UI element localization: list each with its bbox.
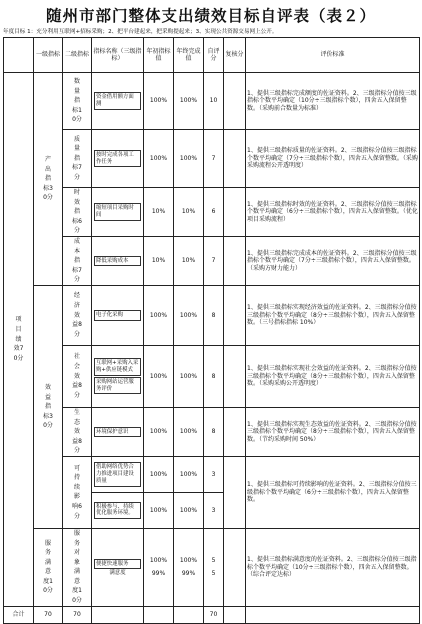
indicator-name: 采购网站运营服务评价: [94, 377, 141, 395]
header-row: [4, 38, 420, 73]
table-row: 积极参与、持续优化服务环境。 100% 100% 3: [4, 492, 420, 528]
indicator-name: 降低采购成本: [94, 256, 141, 267]
indicator-name: 借助网络优势合力推进项目建设质量: [94, 462, 141, 486]
criteria-text: 1、提供三级指标满意度的佐证资料。2、三级指标分值按三级指标个数平均确定（10分÷三级指标个数），四舍五入保留整数。（综合评定达标）: [246, 528, 420, 606]
level2-economic: 经济效益8分: [63, 285, 92, 345]
year-targets: 年度目标 1：充分利用互联网+招标采购；2、把平台建起来，把采购提起来；3、实现公共资源交易网上公开。: [3, 29, 278, 35]
group-effect: 效益指标30分: [34, 285, 63, 528]
criteria-text: 1、提供三级指标实现社会效益的佐证资料。2、三级指标分值按三级指标个数平均确定（8分÷三级指标个数），四舍五入保留整数。（采购采购公开透明度）: [246, 345, 420, 407]
criteria-text: 1、提供三级指标实现生态效益的佐证资料。2、三级指标分值按三级指标个数平均确定（8分÷三级指标个数），四舍五入保留整数。（节约采购时间 50%）: [246, 407, 420, 456]
header-level2: 二级指标: [63, 38, 92, 73]
table-row: 时效指标6分 缩短项目采购时间 10% 10% 6 1、提供三级指标时效的佐证资料。2、三级指标分值按三级指标个数平均确定（6分÷三级指标个数），四舍五入保留整数。（优化项目采购流程）: [4, 188, 420, 237]
header-completed-value: 年终完成值: [174, 38, 204, 73]
evaluation-table: [3, 37, 420, 624]
criteria-text: 1、提供三级指标完成成本的佐证资料。2、三级指标分值按三级指标个数平均确定（7分÷三级指标个数），四舍五入保留整数。（采购方财力能力）: [246, 236, 420, 285]
indicator-name: 按时完成各项工作任务: [94, 150, 141, 168]
table-row: 项目绩效70分 产出指标30分 数量指标10分 资金借用额方面测 100% 100% 10 1、提供三级指标完成额度的佐证资料。2、三级指标分值按三级指标个数平均确定（10分÷三级指标个数），四舍五入保留整数。（采购前合数量为标准）: [4, 73, 420, 130]
criteria-text: 1、提供三级指标时效的佐证资料。2、三级指标分值按三级指标个数平均确定（6分÷三级指标个数），四舍五入保留整数。（优化项目采购流程）: [246, 188, 420, 237]
criteria-text: 1、提供三级指标完成额度的佐证资料。2、三级指标分值按三级指标个数平均确定（10分÷三级指标个数），四舍五入保留整数。（采购前合数量为标准）: [246, 73, 420, 130]
table-row: 可持续影响6分 借助网络优势合力推进项目建设质量 100% 100% 3 1、提供三级指标可持续影响的佐证资料。2、三级指标分值按三级指标个数平均确定（6分÷三级指标个数），四舍五入保留整数。: [4, 456, 420, 492]
indicator-name: 环境保护意识: [94, 427, 141, 438]
level2-cost: 成本指标7分: [63, 236, 92, 285]
level2-sustainable: 可持续影响6分: [63, 456, 92, 528]
criteria-text: 1、提供三级指标质量的佐证资料。2、三级指标分值按三级指标个数平均确定（7分÷三级指标个数），四舍五入保留整数。（采购采购流程公开透明度）: [246, 130, 420, 188]
indicator-name: 互联网+采购入采购+供应链模式: [94, 358, 141, 376]
indicator-name: 缩短项目采购时间: [94, 203, 141, 221]
group-service: 服务满意度10分: [34, 528, 63, 606]
level2-quality: 质量指标7分: [63, 130, 92, 188]
total-score: 70: [204, 606, 224, 623]
level2-timeliness: 时效指标6分: [63, 188, 92, 237]
header-review-score: 复核分: [224, 38, 246, 73]
group-output: 产出指标30分: [34, 73, 63, 286]
indicator-name: 便捷快速服务: [94, 559, 141, 570]
table-row: 生态效益8分 环境保护意识 100% 100% 8 1、提供三级指标实现生态效益的佐证资料。2、三级指标分值按三级指标个数平均确定（8分÷三级指标个数），四舍五入保留整数。（节约采购时间 50%）: [4, 407, 420, 456]
table-row: 服务满意度10分 服务对象满意度10分 便捷快速服务 满意度 100% 99% 100% 99% 5 5 1、提供三级指标满意度的佐证资料。2、三级指标分值按三级指标个数平均确定（10分÷三级指标个数），四舍五入保留整数。（综合评定达标）: [4, 528, 420, 606]
header-criteria: 评价标准: [246, 38, 420, 73]
level1-cell: 项目绩效70分: [4, 73, 34, 607]
level2-satisfaction: 服务对象满意度10分: [63, 528, 92, 606]
header-level1: 一级指标: [34, 38, 63, 73]
total-label: 合计: [4, 606, 34, 623]
criteria-text: 1、提供三级指标实现经济效益的佐证资料。2、三级指标分值按三级指标个数平均确定（8分÷三级指标个数），四舍五入保留整数。（三号指标指标 10%）: [246, 285, 420, 345]
table-row: 社会效益8分 互联网+采购入采购+供应链模式 采购网站运营服务评价 100% 100% 8 1、提供三级指标实现社会效益的佐证资料。2、三级指标分值按三级指标个数平均确定（8分÷三级指标个数），四舍五入保留整数。（采购采购公开透明度）: [4, 345, 420, 407]
table-row: 成本指标7分 降低采购成本 10% 10% 7 1、提供三级指标完成成本的佐证资料。2、三级指标分值按三级指标个数平均确定（7分÷三级指标个数），四舍五入保留整数。（采购方财力能力）: [4, 236, 420, 285]
level2-ecological: 生态效益8分: [63, 407, 92, 456]
indicator-name: 满意度: [109, 570, 126, 577]
header-annual-value: 年初指标值: [144, 38, 174, 73]
indicator-name: 资金借用额方面测: [94, 92, 141, 110]
table-row: 质量指标7分 按时完成各项工作任务 100% 100% 7 1、提供三级指标质量的佐证资料。2、三级指标分值按三级指标个数平均确定（7分÷三级指标个数），四舍五入保留整数。（采购采购流程公开透明度）: [4, 130, 420, 188]
table-row: 效益指标30分 经济效益8分 电子化采购 100% 100% 8 1、提供三级指标实现经济效益的佐证资料。2、三级指标分值按三级指标个数平均确定（8分÷三级指标个数），四舍五入保留整数。（三号指标指标 10%）: [4, 285, 420, 345]
indicator-name: 电子化采购: [94, 310, 141, 321]
header-level3: 指标名称（三级指标）: [92, 38, 144, 73]
page-title: 随州市部门整体支出绩效目标自评表（表２）: [45, 7, 376, 25]
indicator-name: 积极参与、持续优化服务环境。: [94, 502, 141, 520]
level2-quantity: 数量指标10分: [63, 73, 92, 130]
total-row: 合计 70 70 70: [4, 606, 420, 623]
level2-social: 社会效益8分: [63, 345, 92, 407]
header-self-score: 自评分: [204, 38, 224, 73]
criteria-text: 1、提供三级指标可持续影响的佐证资料。2、三级指标分值按三级指标个数平均确定（6分÷三级指标个数），四舍五入保留整数。: [246, 456, 420, 528]
